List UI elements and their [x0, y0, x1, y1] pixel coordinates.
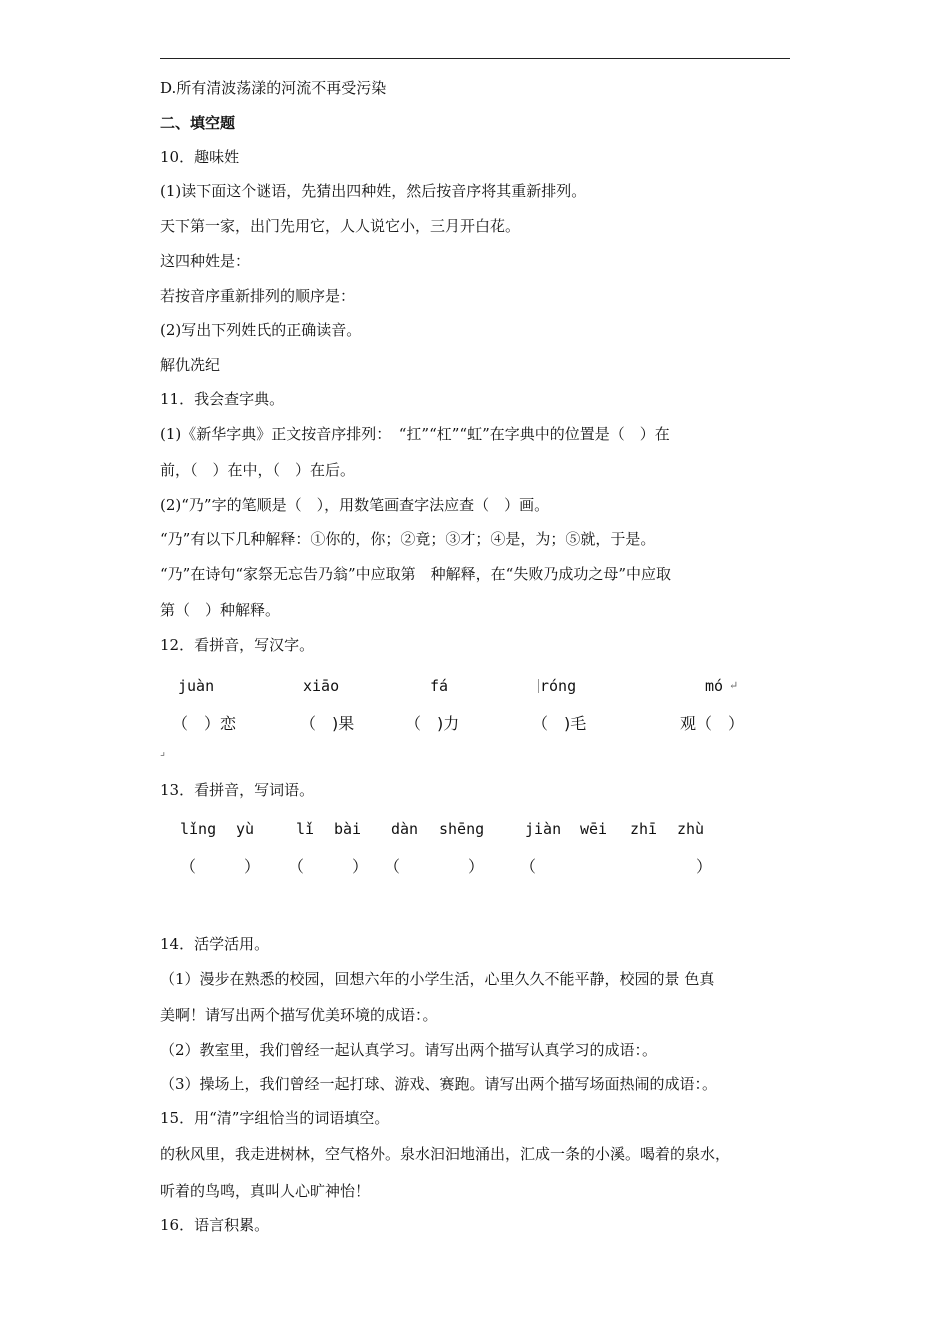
q13-pinyin-10: zhù	[677, 820, 705, 838]
q13-pinyin-2: yù	[236, 820, 255, 838]
q13-bracket-open-2: （	[288, 857, 305, 876]
q14-title: 14．活学活用。	[160, 935, 270, 953]
q13-pinyin-9: zhī	[630, 820, 658, 838]
q13-bracket-open-1: （	[180, 857, 197, 876]
q12-answer-3: （ )力	[405, 714, 460, 733]
q14-part1-b: 美啊！请写出两个描写优美环境的成语：。	[160, 1006, 438, 1024]
q13-pinyin-7: jiàn	[525, 820, 562, 838]
q10-part1: (1)读下面这个谜语，先猜出四种姓，然后按音序将其重新排列。	[160, 182, 587, 200]
q12-answer-2: （ )果	[300, 714, 355, 733]
q12-pinyin-3: fá	[430, 677, 449, 695]
top-rule	[160, 58, 790, 59]
q10-four-names: 这四种姓是：	[160, 252, 251, 270]
return-arrow-icon: ↵	[729, 679, 739, 692]
q10-title: 10．趣味姓	[160, 148, 240, 166]
q13-bracket-close-1: ）	[244, 857, 261, 876]
q16-title: 16．语言积累。	[160, 1216, 270, 1234]
q13-pinyin-8: wēi	[580, 820, 608, 838]
q10-order: 若按音序重新排列的顺序是：	[160, 287, 356, 305]
q11-poem-b: 第（ ）种解释。	[160, 601, 281, 619]
q13-bracket-open-3: （	[384, 857, 401, 876]
q12-pinyin-2: xiāo	[303, 677, 340, 695]
q12-answer-1: （ ）恋	[172, 714, 237, 733]
q14-part1-a: （1）漫步在熟悉的校园，回想六年的小学生活，心里久久不能平静，校园的景 色真	[160, 970, 715, 988]
q13-pinyin-5: dàn	[391, 820, 419, 838]
q12-pinyin-5: mó	[705, 677, 724, 695]
q10-riddle: 天下第一家，出门先用它，人人说它小，三月开白花。	[160, 217, 521, 235]
q11-part1-a: (1)《新华字典》正文按音序排列： “扛”“杠”“虹”在字典中的位置是（ ）在	[160, 425, 670, 443]
q13-pinyin-4: bài	[334, 820, 362, 838]
q12-answer-4: （ )毛	[532, 714, 587, 733]
q12-pinyin-4: róng	[540, 677, 577, 695]
q13-pinyin-6: shēng	[439, 820, 485, 838]
q14-part3: （3）操场上，我们曾经一起打球、游戏、赛跑。请写出两个描写场面热闹的成语：。	[160, 1075, 718, 1093]
q13-bracket-close-3: ）	[468, 857, 485, 876]
q13-bracket-close-4: ）	[696, 857, 713, 876]
q13-title: 13．看拼音，写词语。	[160, 781, 315, 799]
q12-pinyin-1: juàn	[178, 677, 215, 695]
option-d: D.所有清波荡漾的河流不再受污染	[160, 79, 387, 97]
q15-text-a: 的秋风里，我走进树林，空气格外。泉水汩汩地涌出，汇成一条的小溪。喝着的泉水，	[160, 1145, 731, 1163]
q11-part1-b: 前，（ ）在中，（ ）在后。	[160, 461, 356, 479]
paragraph-mark-icon: ⌟	[160, 745, 166, 758]
q13-pinyin-3: lǐ	[296, 820, 315, 838]
q10-part2: (2)写出下列姓氏的正确读音。	[160, 321, 362, 339]
q11-part2: (2)“乃”字的笔顺是（ ），用数笔画查字法应查（ ）画。	[160, 496, 550, 514]
q12-answer-5: 观（ ）	[680, 714, 745, 733]
q13-bracket-open-4: （	[520, 857, 537, 876]
q13-pinyin-1: lǐng	[180, 820, 217, 838]
q14-part2: （2）教室里，我们曾经一起认真学习。请写出两个描写认真学习的成语：。	[160, 1041, 658, 1059]
q15-title: 15．用“清”字组恰当的词语填空。	[160, 1109, 390, 1127]
q11-meanings: “乃”有以下几种解释：①你的，你；②竟；③才；④是，为；⑤就，于是。	[160, 530, 656, 548]
q11-title: 11．我会查字典。	[160, 390, 285, 408]
q13-bracket-close-2: ）	[352, 857, 369, 876]
section-title: 二、填空题	[160, 114, 236, 132]
q12-title: 12．看拼音，写汉字。	[160, 636, 315, 654]
q11-poem-a: “乃”在诗句“家祭无忘告乃翁”中应取第 种解释，在“失败乃成功之母”中应取	[160, 565, 672, 583]
text-cursor	[538, 679, 539, 693]
q15-text-b: 听着的鸟鸣，真叫人心旷神怡！	[160, 1182, 371, 1200]
q10-surnames: 解仇冼纪	[160, 356, 221, 374]
